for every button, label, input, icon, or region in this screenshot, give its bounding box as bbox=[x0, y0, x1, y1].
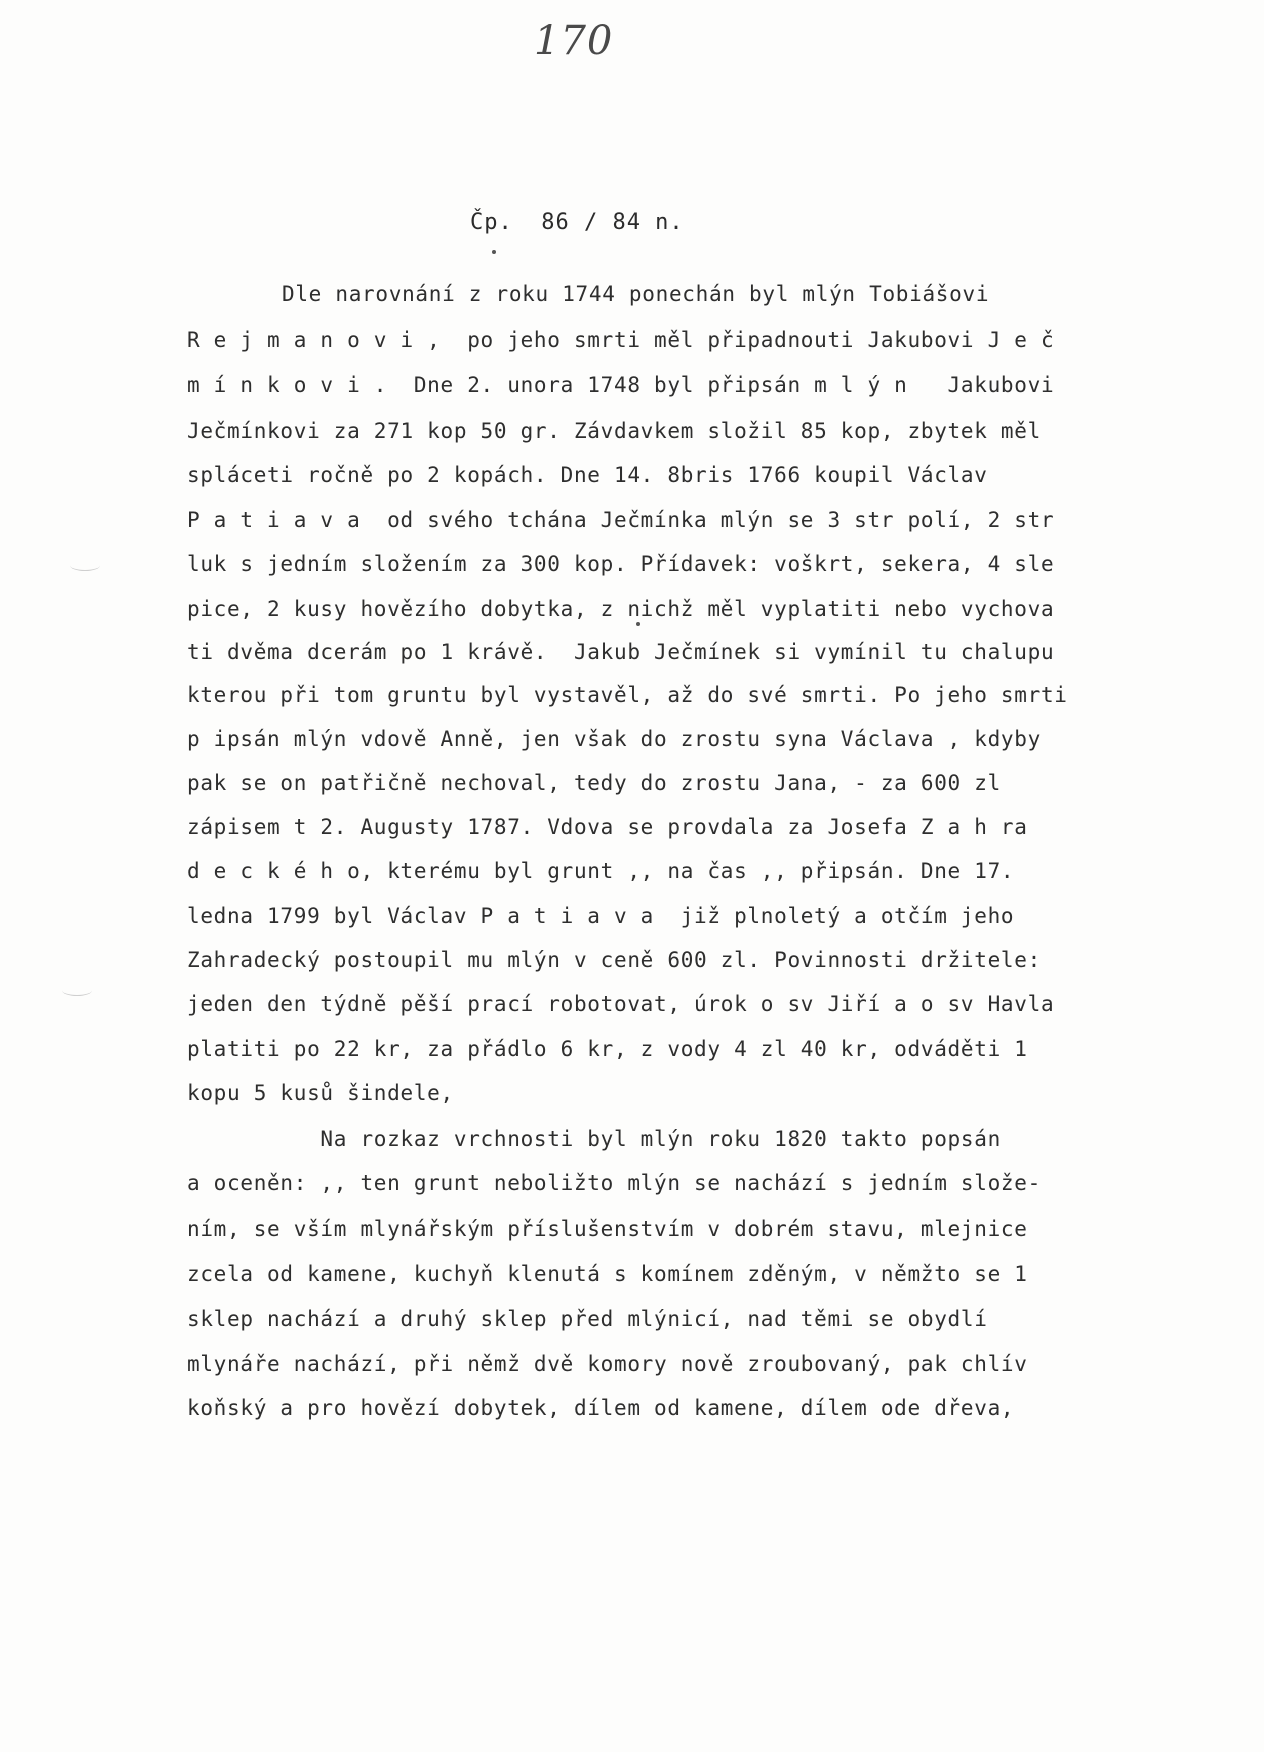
text-line: P a t i a v a od svého tchána Ječmínka mlýn se 3 str polí, 2 str bbox=[187, 508, 1055, 532]
text-line: R e j m a n o v i , po jeho smrti měl připadnouti Jakubovi J e č bbox=[187, 328, 1055, 352]
punch-hole-mark bbox=[62, 985, 92, 996]
stray-dot bbox=[492, 250, 496, 254]
text-line: spláceti ročně po 2 kopách. Dne 14. 8bris 1766 koupil Václav bbox=[187, 463, 988, 487]
text-line: sklep nachází a druhý sklep před mlýnicí, nad těmi se obydlí bbox=[187, 1307, 988, 1331]
text-line: jeden den týdně pěší prací robotovat, úrok o sv Jiří a o sv Havla bbox=[187, 992, 1055, 1016]
text-line: Ječmínkovi za 271 kop 50 gr. Závdavkem složil 85 kop, zbytek měl bbox=[187, 419, 1041, 443]
text-line: Na rozkaz vrchnosti byl mlýn roku 1820 takto popsán bbox=[187, 1127, 1001, 1151]
text-line: zcela od kamene, kuchyň klenutá s komínem zděným, v němžto se 1 bbox=[187, 1262, 1028, 1286]
text-line: zápisem t 2. Augusty 1787. Vdova se provdala za Josefa Z a h ra bbox=[187, 815, 1028, 839]
text-line: kopu 5 kusů šindele, bbox=[187, 1081, 454, 1105]
page-heading: Čp. 86 / 84 n. bbox=[470, 210, 684, 235]
text-line: d e c k é h o, kterému byl grunt ,, na čas ,, připsán. Dne 17. bbox=[187, 859, 1015, 883]
text-line: m í n k o v i . Dne 2. unora 1748 byl připsán m l ý n Jakubovi bbox=[187, 373, 1055, 397]
stray-dot bbox=[636, 622, 640, 626]
text-line: mlynáře nachází, při němž dvě komory nově zroubovaný, pak chlív bbox=[187, 1352, 1028, 1376]
text-line: ti dvěma dcerám po 1 krávě. Jakub Ječmínek si vymínil tu chalupu bbox=[187, 640, 1055, 664]
text-line: platiti po 22 kr, za přádlo 6 kr, z vody 4 zl 40 kr, odváděti 1 bbox=[187, 1037, 1028, 1061]
text-line: luk s jedním složením za 300 kop. Přídavek: voškrt, sekera, 4 sle bbox=[187, 552, 1055, 576]
text-line: ním, se vším mlynářským příslušenstvím v dobrém stavu, mlejnice bbox=[187, 1217, 1028, 1241]
folio-number: 170 bbox=[534, 18, 614, 64]
text-line: ledna 1799 byl Václav P a t i a v a již plnoletý a otčím jeho bbox=[187, 904, 1015, 928]
text-line: Zahradecký postoupil mu mlýn v ceně 600 zl. Povinnosti držitele: bbox=[187, 948, 1041, 972]
punch-hole-mark bbox=[70, 560, 100, 571]
text-line: Dle narovnání z roku 1744 ponechán byl mlýn Tobiášovi bbox=[282, 282, 990, 306]
text-line: pak se on patřičně nechoval, tedy do zrostu Jana, - za 600 zl bbox=[187, 771, 1001, 795]
text-line: koňský a pro hovězí dobytek, dílem od kamene, dílem ode dřeva, bbox=[187, 1396, 1015, 1420]
text-line: a oceněn: ,, ten grunt neboližto mlýn se nachází s jedním slože- bbox=[187, 1171, 1041, 1195]
text-line: pice, 2 kusy hovězího dobytka, z nichž měl vyplatiti nebo vychova bbox=[187, 597, 1055, 621]
text-line: kterou při tom gruntu byl vystavěl, až do své smrti. Po jeho smrti bbox=[187, 683, 1068, 707]
text-line: p ipsán mlýn vdově Anně, jen však do zrostu syna Václava , kdyby bbox=[187, 727, 1041, 751]
